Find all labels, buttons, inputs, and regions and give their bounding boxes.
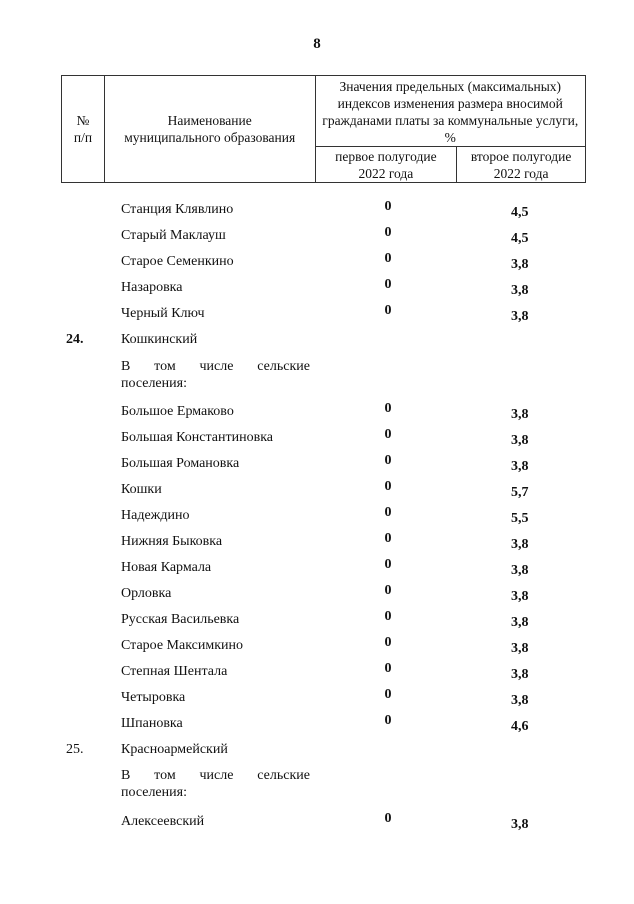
header-col-name bbox=[104, 76, 315, 183]
first-half-value: 0 bbox=[384, 661, 392, 676]
first-half-value: 0 bbox=[384, 479, 392, 494]
settlement-name: Старый Маклауш bbox=[121, 228, 226, 243]
second-half-value: 3,8 bbox=[511, 459, 529, 474]
first-half-value: 0 bbox=[384, 713, 392, 728]
district-number: 25. bbox=[66, 742, 84, 757]
first-half-value: 0 bbox=[384, 583, 392, 598]
subheading-word: сельские bbox=[257, 359, 310, 374]
second-half-value: 3,8 bbox=[511, 283, 529, 298]
table-row bbox=[0, 453, 634, 475]
settlement-name: Алексеевский bbox=[121, 814, 205, 829]
subheading-word: сельские bbox=[257, 768, 310, 783]
first-half-value: 0 bbox=[384, 401, 392, 416]
settlement-name: Надеждино bbox=[121, 508, 190, 523]
second-half-value: 3,8 bbox=[511, 537, 529, 552]
first-half-value: 0 bbox=[384, 427, 392, 442]
settlement-name: Шпановка bbox=[121, 716, 183, 731]
header-number-pp: п/п bbox=[73, 130, 93, 145]
settlement-name: Станция Клявлино bbox=[121, 202, 234, 217]
second-half-value: 3,8 bbox=[511, 817, 529, 832]
table-row bbox=[0, 811, 634, 833]
second-half-value: 4,5 bbox=[511, 231, 529, 246]
header-name-line1: Наименование bbox=[167, 113, 252, 128]
second-half-value: 3,8 bbox=[511, 257, 529, 272]
first-half-value: 0 bbox=[384, 453, 392, 468]
table-row bbox=[0, 687, 634, 709]
subheading-line2: поселения: bbox=[121, 785, 187, 800]
settlement-name: Старое Максимкино bbox=[121, 638, 244, 653]
first-half-value: 0 bbox=[384, 531, 392, 546]
subheading-line2: поселения: bbox=[121, 376, 187, 391]
second-half-value: 5,7 bbox=[511, 485, 529, 500]
first-half-value: 0 bbox=[384, 303, 392, 318]
table-row bbox=[0, 479, 634, 501]
second-half-value: 3,8 bbox=[511, 615, 529, 630]
first-half-value: 0 bbox=[384, 557, 392, 572]
table-row bbox=[0, 303, 634, 325]
second-half-value: 4,5 bbox=[511, 205, 529, 220]
subheading bbox=[121, 358, 310, 392]
second-half-value: 3,8 bbox=[511, 407, 529, 422]
header-first-half-l1: первое полугодие bbox=[335, 148, 437, 164]
second-half-value: 3,8 bbox=[511, 641, 529, 656]
header-col-number bbox=[62, 76, 105, 183]
district-row bbox=[0, 329, 634, 351]
second-half-value: 3,8 bbox=[511, 589, 529, 604]
subheading-word: числе bbox=[199, 359, 234, 374]
subheading-word: том bbox=[154, 768, 176, 783]
header-number-sign: № bbox=[76, 113, 90, 128]
table-row bbox=[0, 225, 634, 247]
settlement-name: Кошки bbox=[121, 482, 162, 497]
table-row bbox=[0, 609, 634, 631]
table-row bbox=[0, 583, 634, 605]
header-second-half-l1: второе полугодие bbox=[470, 148, 572, 164]
first-half-value: 0 bbox=[384, 225, 392, 240]
table-row bbox=[0, 277, 634, 299]
settlement-name: Новая Кармала bbox=[121, 560, 212, 575]
table-row bbox=[0, 661, 634, 683]
district-name: Красноармейский bbox=[121, 742, 228, 757]
first-half-value: 0 bbox=[384, 635, 392, 650]
first-half-value: 0 bbox=[384, 687, 392, 702]
settlement-name: Большая Константиновка bbox=[121, 430, 274, 445]
second-half-value: 3,8 bbox=[511, 309, 529, 324]
subheading-word: В bbox=[121, 768, 131, 783]
page-number: 8 bbox=[313, 36, 321, 52]
second-half-value: 3,8 bbox=[511, 563, 529, 578]
settlement-name: Большая Романовка bbox=[121, 456, 240, 471]
table-row bbox=[0, 199, 634, 221]
subheading-word: том bbox=[154, 359, 176, 374]
table-row bbox=[0, 505, 634, 527]
first-half-value: 0 bbox=[384, 505, 392, 520]
settlement-name: Назаровка bbox=[121, 280, 183, 295]
table-row bbox=[0, 401, 634, 423]
second-half-value: 4,6 bbox=[511, 719, 529, 734]
header-col-values: Значения предельных (максимальных) индексов изменения размера вносимой гражданами платы за коммунальные услуги, % bbox=[315, 76, 586, 147]
table-row bbox=[0, 557, 634, 579]
table-row bbox=[0, 635, 634, 657]
settlement-name: Четыровка bbox=[121, 690, 186, 705]
first-half-value: 0 bbox=[384, 277, 392, 292]
header-name-line2: муниципального образования bbox=[124, 130, 296, 145]
first-half-value: 0 bbox=[384, 609, 392, 624]
table-row bbox=[0, 531, 634, 553]
table-row bbox=[0, 713, 634, 735]
settlement-name: Орловка bbox=[121, 586, 172, 601]
district-name: Кошкинский bbox=[121, 332, 198, 347]
first-half-value: 0 bbox=[384, 199, 392, 214]
settlement-name: Нижняя Быковка bbox=[121, 534, 223, 549]
settlement-name: Старое Семенкино bbox=[121, 254, 234, 269]
first-half-value: 0 bbox=[384, 811, 392, 826]
subheading-word: В bbox=[121, 359, 131, 374]
header-first-half bbox=[315, 147, 457, 183]
header-second-half bbox=[457, 147, 586, 183]
subheading bbox=[121, 767, 310, 801]
second-half-value: 3,8 bbox=[511, 433, 529, 448]
settlement-name: Черный Ключ bbox=[121, 306, 205, 321]
header-first-half-l2: 2022 года bbox=[358, 165, 414, 181]
table-row bbox=[0, 251, 634, 273]
subheading-word: числе bbox=[199, 768, 234, 783]
settlement-name: Степная Шентала bbox=[121, 664, 228, 679]
district-row bbox=[0, 739, 634, 761]
second-half-value: 3,8 bbox=[511, 667, 529, 682]
second-half-value: 3,8 bbox=[511, 693, 529, 708]
settlement-name: Большое Ермаково bbox=[121, 404, 234, 419]
table-row bbox=[0, 427, 634, 449]
settlement-name: Русская Васильевка bbox=[121, 612, 240, 627]
second-half-value: 5,5 bbox=[511, 511, 529, 526]
header-second-half-l2: 2022 года bbox=[493, 165, 549, 181]
district-number: 24. bbox=[66, 332, 84, 347]
first-half-value: 0 bbox=[384, 251, 392, 266]
table-header bbox=[61, 75, 586, 183]
